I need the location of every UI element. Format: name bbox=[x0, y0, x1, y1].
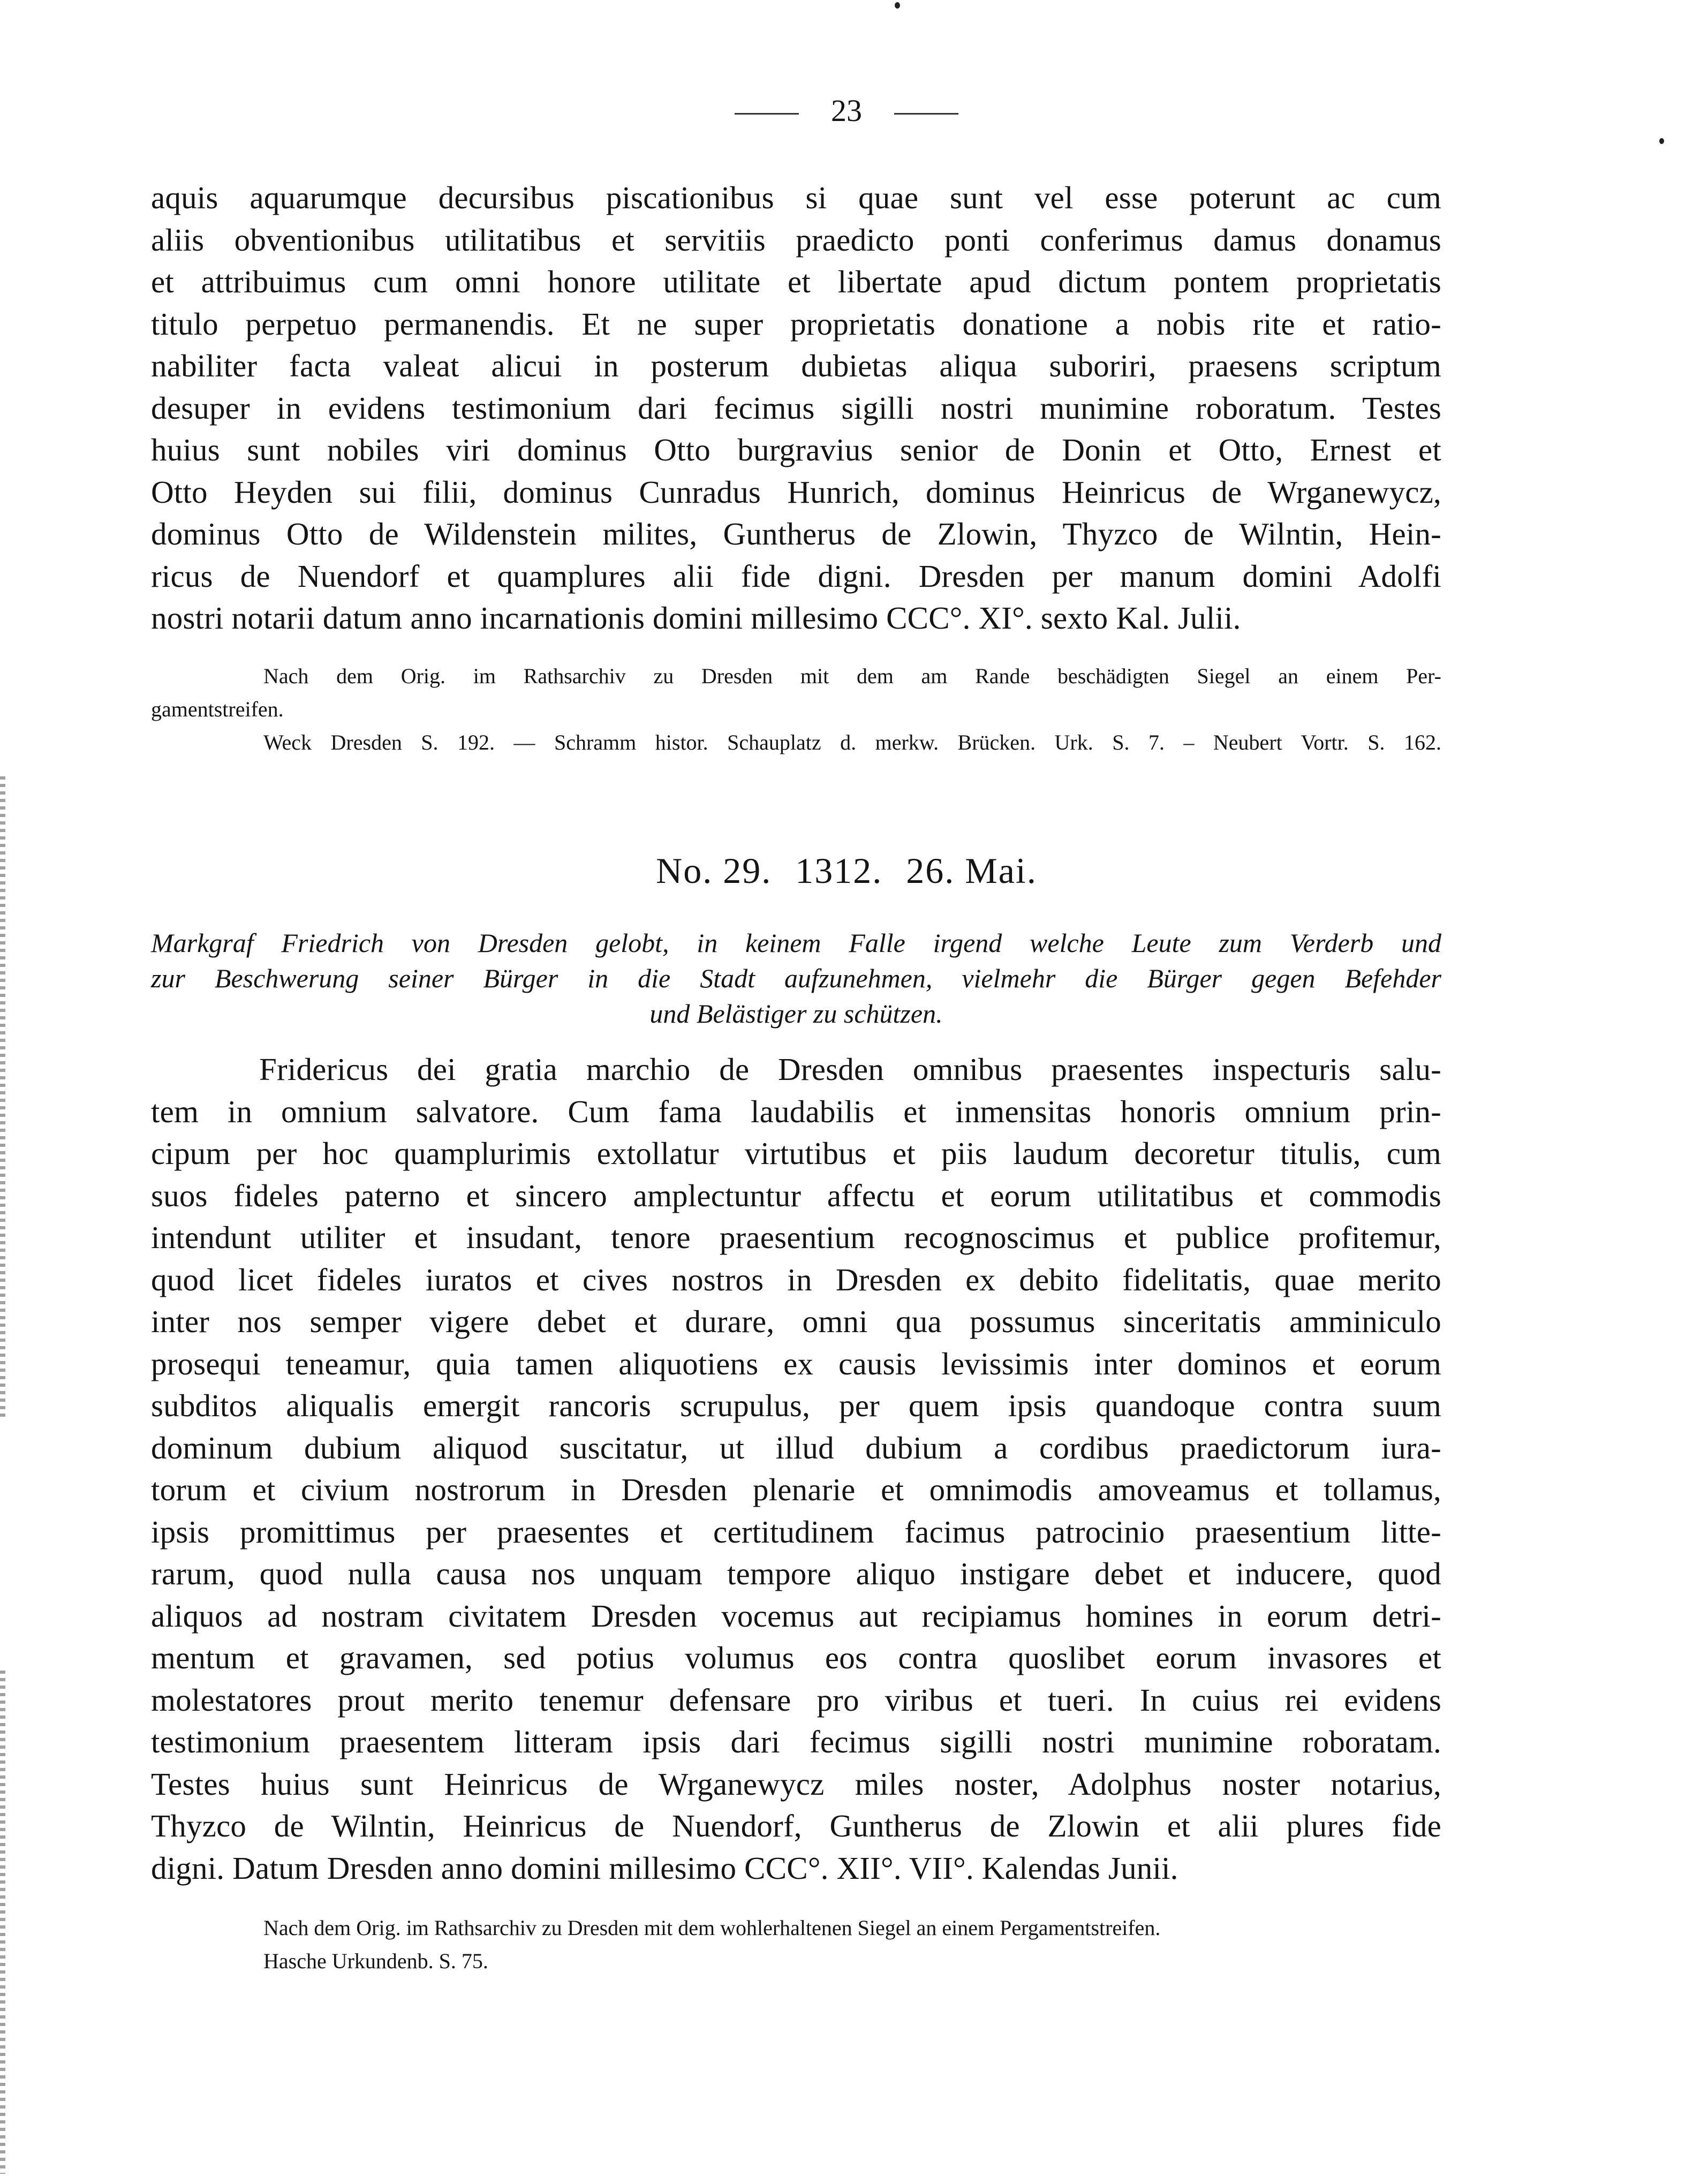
note-line: Nach dem Orig. im Rathsarchiv zu Dresden mit dem wohlerhaltenen Siegel an einem Pergamentstreifen. bbox=[263, 1916, 1161, 1940]
text-line: Thyzco de Wilntin, Heinricus de Nuendorf, Guntherus de Zlowin et alii plures fide bbox=[151, 1808, 1441, 1843]
source-note-top bbox=[151, 660, 1441, 759]
text-line: dominum dubium aliquod suscitatur, ut illud dubium a cordibus praedictorum iura- bbox=[151, 1430, 1441, 1465]
text-line: prosequi teneamur, quia tamen aliquotiens ex causis levissimis inter dominos et eorum bbox=[151, 1346, 1441, 1381]
text-line: inter nos semper vigere debet et durare, omni qua possumus sinceritatis amminiculo bbox=[151, 1304, 1441, 1339]
note-line: Nach dem Orig. im Rathsarchiv zu Dresden mit dem am Rande beschädigten Siegel an einem Per- bbox=[263, 664, 1441, 688]
note-line: Hasche Urkundenb. S. 75. bbox=[263, 1949, 488, 1973]
entry-heading bbox=[0, 852, 1693, 889]
summary-line: Markgraf Friedrich von Dresden gelobt, in keinem Falle irgend welche Leute zum Verderb und bbox=[151, 928, 1441, 958]
summary-line: zur Beschwerung seiner Bürger in die Stadt aufzunehmen, vielmehr die Bürger gegen Befehder bbox=[151, 963, 1441, 993]
page-number bbox=[0, 95, 1693, 126]
scan-speck bbox=[1659, 138, 1664, 144]
scan-speck bbox=[895, 2, 900, 9]
text-line: desuper in evidens testimonium dari fecimus sigilli nostri munimine roboratum. Testes bbox=[151, 390, 1441, 426]
note-line: gamentstreifen. bbox=[151, 697, 284, 721]
text-line: Fridericus dei gratia marchio de Dresden omnibus praesentes inspecturis salu- bbox=[259, 1052, 1441, 1087]
summary-line: und Belästiger zu schützen. bbox=[649, 999, 943, 1029]
text-line: digni. Datum Dresden anno domini millesimo CCC°. XII°. VII°. Kalendas Junii. bbox=[151, 1850, 1178, 1886]
entry-year: 1312. bbox=[795, 850, 883, 891]
text-line: ipsis promittimus per praesentes et certitudinem facimus patrocinio praesentium litte- bbox=[151, 1514, 1441, 1550]
text-line: cipum per hoc quamplurimis extollatur virtutibus et piis laudum decoretur titulis, cum bbox=[151, 1136, 1441, 1171]
text-line: tem in omnium salvatore. Cum fama laudabilis et inmensitas honoris omnium prin- bbox=[151, 1093, 1441, 1129]
text-line: et attribuimus cum omni honore utilitate et libertate apud dictum pontem proprietatis bbox=[151, 264, 1441, 299]
text-line: quod licet fideles iuratos et cives nostros in Dresden ex debito fidelitatis, quae merito bbox=[151, 1261, 1441, 1297]
text-line: suos fideles paterno et sincero amplectuntur affectu et eorum utilitatibus et commodis bbox=[151, 1177, 1441, 1213]
text-line: aliquos ad nostram civitatem Dresden vocemus aut recipiamus homines in eorum detri- bbox=[151, 1598, 1441, 1634]
text-line: aliis obventionibus utilitatibus et servitiis praedicto ponti conferimus damus donamus bbox=[151, 222, 1441, 258]
entry-summary bbox=[151, 925, 1441, 1031]
text-line: mentum et gravamen, sed potius volumus eos contra quoslibet eorum invasores et bbox=[151, 1640, 1441, 1675]
text-line: Testes huius sunt Heinricus de Wrganewycz miles noster, Adolphus noster notarius, bbox=[151, 1766, 1441, 1802]
note-line: Weck Dresden S. 192. — Schramm histor. Schauplatz d. merkw. Brücken. Urk. S. 7. – Neubert Vortr. S. 162. bbox=[263, 730, 1441, 754]
text-line: torum et civium nostrorum in Dresden plenarie et omnimodis amoveamus et tollamus, bbox=[151, 1472, 1441, 1507]
text-line: subditos aliqualis emergit rancoris scrupulus, per quem ipsis quandoque contra suum bbox=[151, 1388, 1441, 1423]
entry-date: 26. Mai. bbox=[906, 850, 1037, 891]
continued-charter-text bbox=[151, 177, 1441, 639]
page-number-text: 23 bbox=[831, 93, 862, 128]
text-line: nabiliter facta valeat alicui in posterum dubietas aliqua suboriri, praesens scriptum bbox=[151, 348, 1441, 383]
text-line: molestatores prout merito tenemur defensare pro viribus et tueri. In cuius rei evidens bbox=[151, 1682, 1441, 1718]
entry-number: No. 29. bbox=[656, 850, 772, 891]
text-line: titulo perpetuo permanendis. Et ne super proprietatis donatione a nobis rite et ratio- bbox=[151, 306, 1441, 342]
text-line: aquis aquarumque decursibus piscationibus si quae sunt vel esse poterunt ac cum bbox=[151, 180, 1441, 215]
scan-edge-artifact bbox=[0, 1671, 5, 2174]
page-number-dash-right bbox=[894, 113, 958, 115]
text-line: Otto Heyden sui filii, dominus Cunradus Hunrich, dominus Heinricus de Wrganewycz, bbox=[151, 474, 1441, 510]
text-line: nostri notarii datum anno incarnationis domini millesimo CCC°. XI°. sexto Kal. Julii. bbox=[151, 600, 1241, 636]
charter-text bbox=[151, 1048, 1441, 1889]
text-line: ricus de Nuendorf et quamplures alii fide digni. Dresden per manum domini Adolfi bbox=[151, 558, 1441, 594]
source-note-bottom bbox=[151, 1911, 1441, 1978]
text-line: huius sunt nobiles viri dominus Otto burgravius senior de Donin et Otto, Ernest et bbox=[151, 432, 1441, 467]
text-line: testimonium praesentem litteram ipsis dari fecimus sigilli nostri munimine roboratam. bbox=[151, 1724, 1441, 1759]
text-line: intendunt utiliter et insudant, tenore praesentium recognoscimus et publice profitemur, bbox=[151, 1220, 1441, 1255]
page-number-dash-left bbox=[735, 113, 799, 115]
text-line: rarum, quod nulla causa nos unquam tempore aliquo instigare debet et inducere, quod bbox=[151, 1556, 1441, 1591]
text-line: dominus Otto de Wildenstein milites, Guntherus de Zlowin, Thyzco de Wilntin, Hein- bbox=[151, 516, 1441, 551]
